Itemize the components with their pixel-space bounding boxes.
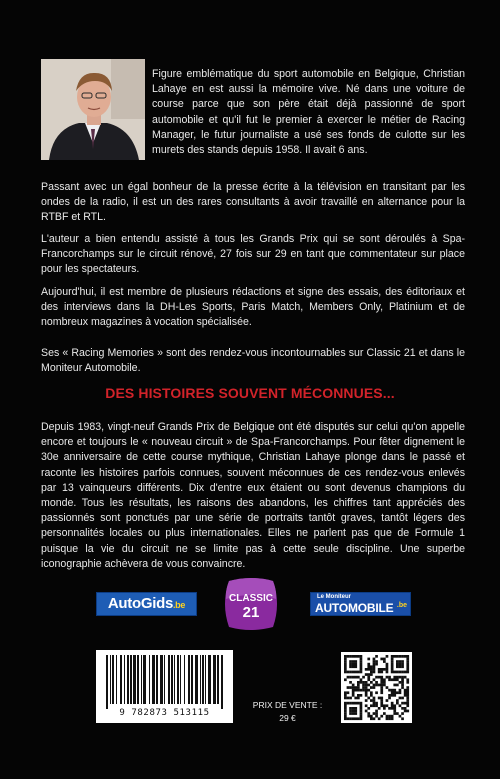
book-paragraph: Depuis 1983, vingt-neuf Grands Prix de Belgique ont été disputés sur celui qu'on appelle encore et toujours le « nouveau circuit » de Spa-Francorchamps. Pour fêter dignement le 30e anniversaire de cette course mythique, Christian Lahaye plonge dans le passé et raconte les histoires parfois connues, souvent méconnues de ces rendez-vous enlevés par 13 vainqueurs différents. Dix d'entre eux étaient ou sont devenus champions du monde. Tous les résultats, les raisons des abandons, les chiffres tant appréciés des passionnés sont ponctués par une série de portraits tantôt graves, tantôt légers des personnalités locales ou plus internationales. Elles ne parlent pas que de Formule 1 puisque la vie du circuit ne se limite pas à cette seule discipline. Une superbe iconographie achèvera de vous convaincre. xyxy=(41,421,465,570)
barcode xyxy=(96,650,233,723)
classic21-logo xyxy=(221,577,281,631)
memories-paragraph: Ses « Racing Memories » sont des rendez-vous incontournables sur Classic 21 et dans le Moniteur Automobile. xyxy=(41,347,465,375)
autogids-logo xyxy=(96,592,197,616)
section-heading: DES HISTOIRES SOUVENT MÉCONNUES... xyxy=(105,385,395,401)
barcode-digits: 9 782873 513115 xyxy=(119,708,210,718)
qr-code xyxy=(341,652,412,723)
moniteur-suffix: .be xyxy=(396,602,407,609)
grand-prix-paragraph: L'auteur a bien entendu assisté à tous les Grands Prix qui se sont déroulés à Spa-Francorchamps sur le circuit rénové, 27 fois sur 29 en tant que commentateur sur place pour les spectateurs. xyxy=(41,233,465,276)
moniteur-big-text: AUTOMOBILE xyxy=(315,601,394,615)
classic21-line1: CLASSIC xyxy=(229,593,273,604)
autogids-name: AutoGids xyxy=(107,595,173,612)
price-label: PRIX DE VENTE : xyxy=(252,700,323,710)
moniteur-automobile-logo xyxy=(310,592,411,616)
radio-paragraph: Passant avec un égal bonheur de la presse écrite à la télévision en transitant par les ondes de la radio, il est un des rares consultants à avoir travaillé en alternance pour la RTBF et RTL. xyxy=(41,181,465,224)
price-value: 29 € xyxy=(279,713,296,723)
moniteur-small-text: Le Moniteur xyxy=(317,594,351,600)
intro-paragraph: Figure emblématique du sport automobile en Belgique, Christian Lahaye en est aussi la mémoire vive. Né dans une voiture de course parce que son père était déjà passionné de sport automobile et qu'il fut le premier à exercer le métier de Racing Manager, le futur journaliste a usé ses fonds de culotte sur les murets des stands depuis 1958. Il avait 6 ans. xyxy=(152,68,465,157)
today-paragraph: Aujourd'hui, il est membre de plusieurs rédactions et signe des essais, des éditoriaux et des interviews dans la DH-Les Sports, Paris Match, Members Only, Platinium et de nombreux magazines à vocation spécialisée. xyxy=(41,286,465,329)
author-photo xyxy=(41,59,145,160)
autogids-suffix: .be xyxy=(172,600,186,610)
classic21-line2: 21 xyxy=(242,604,260,621)
qr-code-modules xyxy=(341,652,412,723)
